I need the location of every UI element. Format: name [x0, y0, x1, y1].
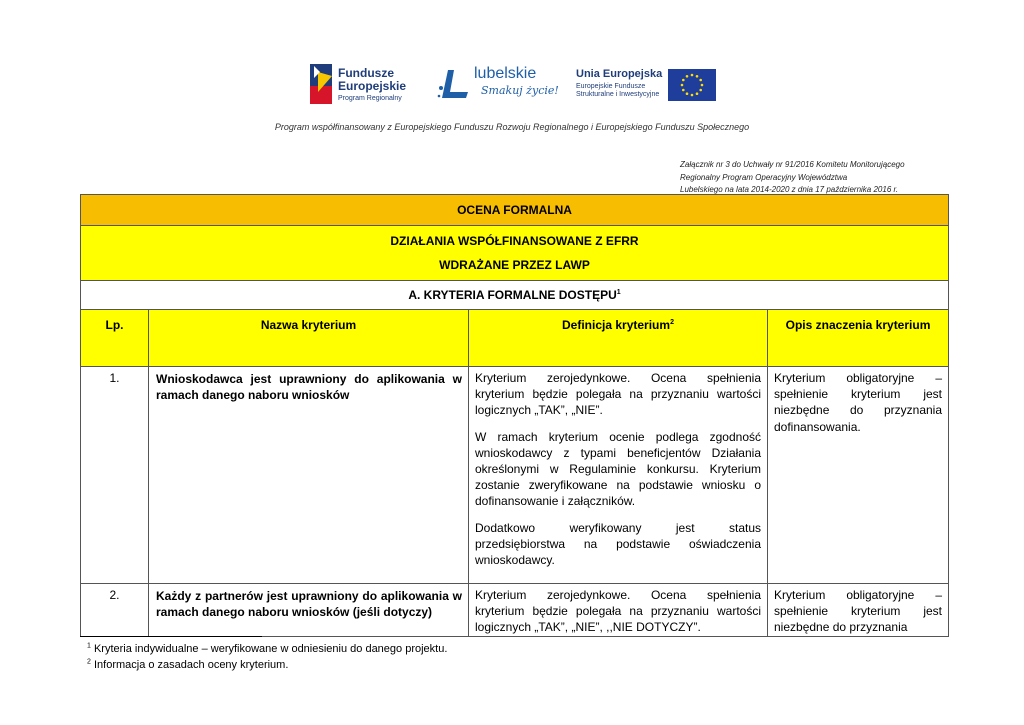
- annex-note: Załącznik nr 3 do Uchwały nr 91/2016 Komitetu Monitorującego Regionalny Program Operacyjny Województwa Lubelskiego na lata 2014-2020 z dnia 17 października 2016 r.: [680, 160, 905, 194]
- lubelskie-name: lubelskie: [474, 65, 537, 82]
- header-name: Nazwa kryterium: [149, 310, 469, 367]
- program-cofinancing-line: Program współfinansowany z Europejskiego Funduszu Rozwoju Regionalnego i Europejskiego Funduszu Społecznego: [274, 122, 750, 132]
- table-title-row: [81, 195, 949, 226]
- column-header-row: [81, 310, 949, 367]
- fundusze-logo-text: Fundusze Europejskie Program Regionalny: [338, 66, 407, 102]
- table-row: [81, 367, 949, 584]
- footnote-divider: [80, 636, 262, 637]
- unia-europejska-text: Unia Europejska Europejskie Fundusze Strukturalne i Inwestycyjne: [576, 68, 663, 98]
- table-subtitle-row: [81, 226, 949, 281]
- section-row: [81, 281, 949, 310]
- header-opis: Opis znaczenia kryterium: [768, 310, 949, 367]
- footnote-1: $^1$ Kryteria indywidualne – weryfikowane w odniesieniu do danego projektu.: [87, 642, 448, 655]
- header-def: Definicja kryterium$^2$: [469, 310, 768, 367]
- table-title: OCENA FORMALNA: [81, 195, 949, 226]
- section-heading: A. KRYTERIA FORMALNE DOSTĘPU$^1$: [81, 281, 949, 310]
- eu-flag-icon: [668, 69, 716, 101]
- table-subtitle: DZIAŁANIA WSPÓŁFINANSOWANE Z EFRR WDRAŻANE PRZEZ LAWP: [81, 226, 949, 281]
- row-opis: Kryterium obligatoryjne – spełnienie kryterium jest niezbędne do przyznania: [768, 584, 949, 637]
- row-opis: Kryterium obligatoryjne – spełnienie kryterium jest niezbędne do przyznania dofinansowania.: [768, 367, 949, 584]
- row-definition: Kryterium zerojedynkowe. Ocena spełnienia kryterium będzie polegała na przyznaniu wartości logicznych „TAK”, „NIE”. W ramach kryterium ocenie podlega zgodność wnioskodawcy z typami beneficjentów Działania określonymi w Regulaminie konkursu. Kryterium zostanie zweryfikowane na podstawie wniosku o dofinansowanie i załączników. Dodatkowo weryfikowany jest status przedsiębiorstwa na podstawie oświadczenia wnioskodawcy.: [469, 367, 768, 584]
- lubelskie-slogan: Smakuj życie!: [481, 84, 559, 97]
- header-lp: Lp.: [81, 310, 149, 367]
- row-lp: 2.: [81, 584, 149, 637]
- row-definition: Kryterium zerojedynkowe. Ocena spełnienia kryterium będzie polegała na przyznaniu wartości logicznych „TAK”, „NIE”, ,,NIE DOTYCZY”.: [469, 584, 768, 637]
- row-lp: 1.: [81, 367, 149, 584]
- row-name: Każdy z partnerów jest uprawniony do aplikowania w ramach danego naboru wniosków (jeśli dotyczy): [149, 584, 469, 637]
- criteria-table: [80, 194, 949, 637]
- footnote-2: $^2$ Informacja o zasadach oceny kryterium.: [87, 658, 289, 671]
- table-row: [81, 584, 949, 637]
- row-name: Wnioskodawca jest uprawniony do aplikowania w ramach danego naboru wniosków: [149, 367, 469, 584]
